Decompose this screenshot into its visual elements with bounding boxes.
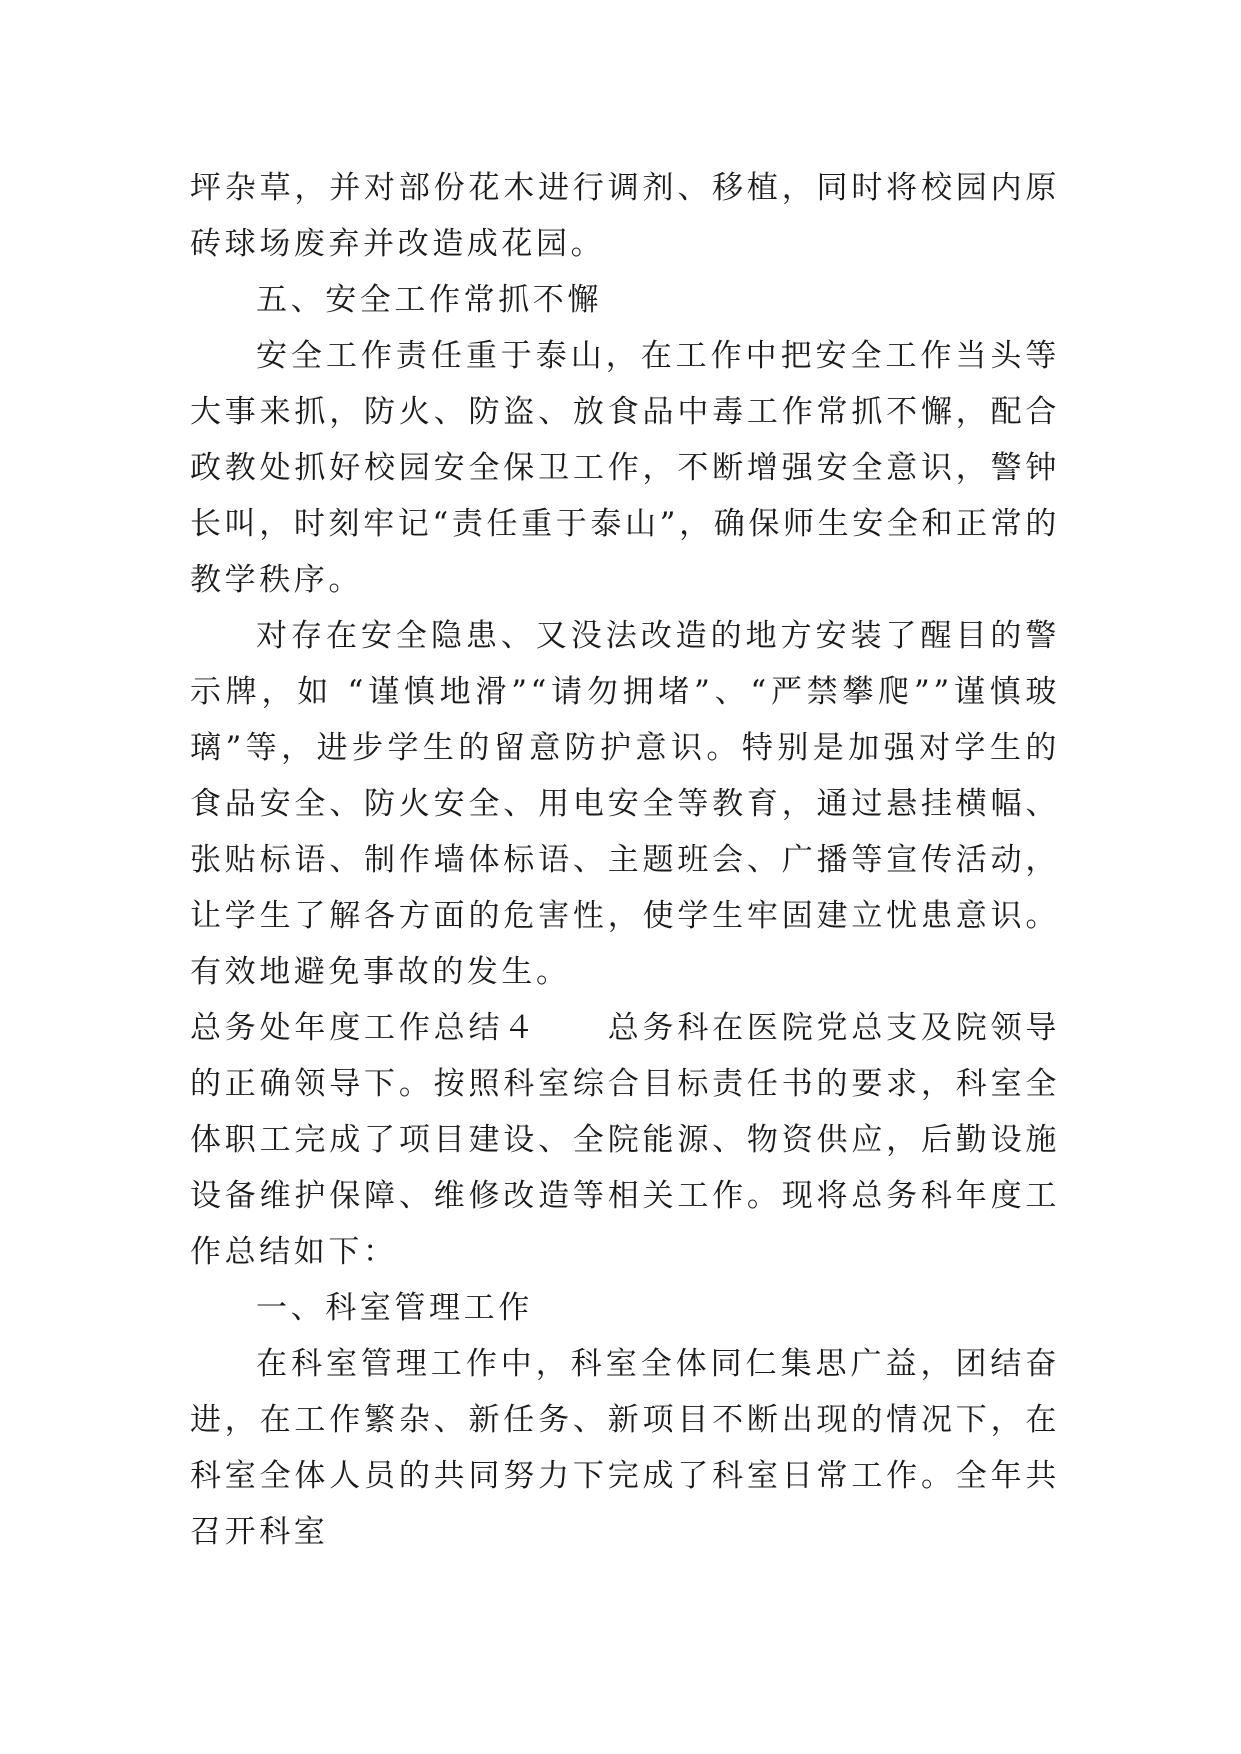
section-heading-safety-work: 五、安全工作常抓不懈: [256, 282, 602, 318]
section-heading-office-management: 一、科室管理工作: [256, 1290, 533, 1326]
paragraph-campus-greening-continued: 坪杂草，并对部份花木进行调剂、移植，同时将校园内原砖球场废弃并改造成花园。: [190, 170, 1060, 262]
paragraph-safety-responsibility: 安全工作责任重于泰山，在工作中把安全工作当头等大事来抓，防火、防盗、放食品中毒工作常抓不懈，配合政教处抓好校园安全保卫工作，不断增强安全意识，警钟长叫，时刻牢记“责任重于泰山”，确保师生安全和正常的教学秩序。: [190, 338, 1060, 598]
paragraph-office-management: 在科室管理工作中，科室全体同仁集思广益，团结奋进，在工作繁杂、新任务、新项目不断出现的情况下，在科室全体人员的共同努力下完成了科室日常工作。全年共召开科室: [190, 1346, 1060, 1550]
document-body: [190, 160, 1060, 1560]
paragraph-summary-four-intro: 总务处年度工作总结４ 总务科在医院党总支及院领导的正确领导下。按照科室综合目标责任书的要求，科室全体职工完成了项目建设、全院能源、物资供应，后勤设施设备维护保障、维修改造等相关工作。现将总务科年度工作总结如下：: [190, 1010, 1060, 1270]
paragraph-warning-signs: 对存在安全隐患、又没法改造的地方安装了醒目的警示牌，如 “谨慎地滑”“请勿拥堵”、“严禁攀爬””谨慎玻璃”等，进步学生的留意防护意识。特别是加强对学生的食品安全、防火安全、用电安全等教育，通过悬挂横幅、张贴标语、制作墙体标语、主题班会、广播等宣传活动，让学生了解各方面的危害性，使学生牢固建立忧患意识。有效地避免事故的发生。: [190, 618, 1060, 990]
